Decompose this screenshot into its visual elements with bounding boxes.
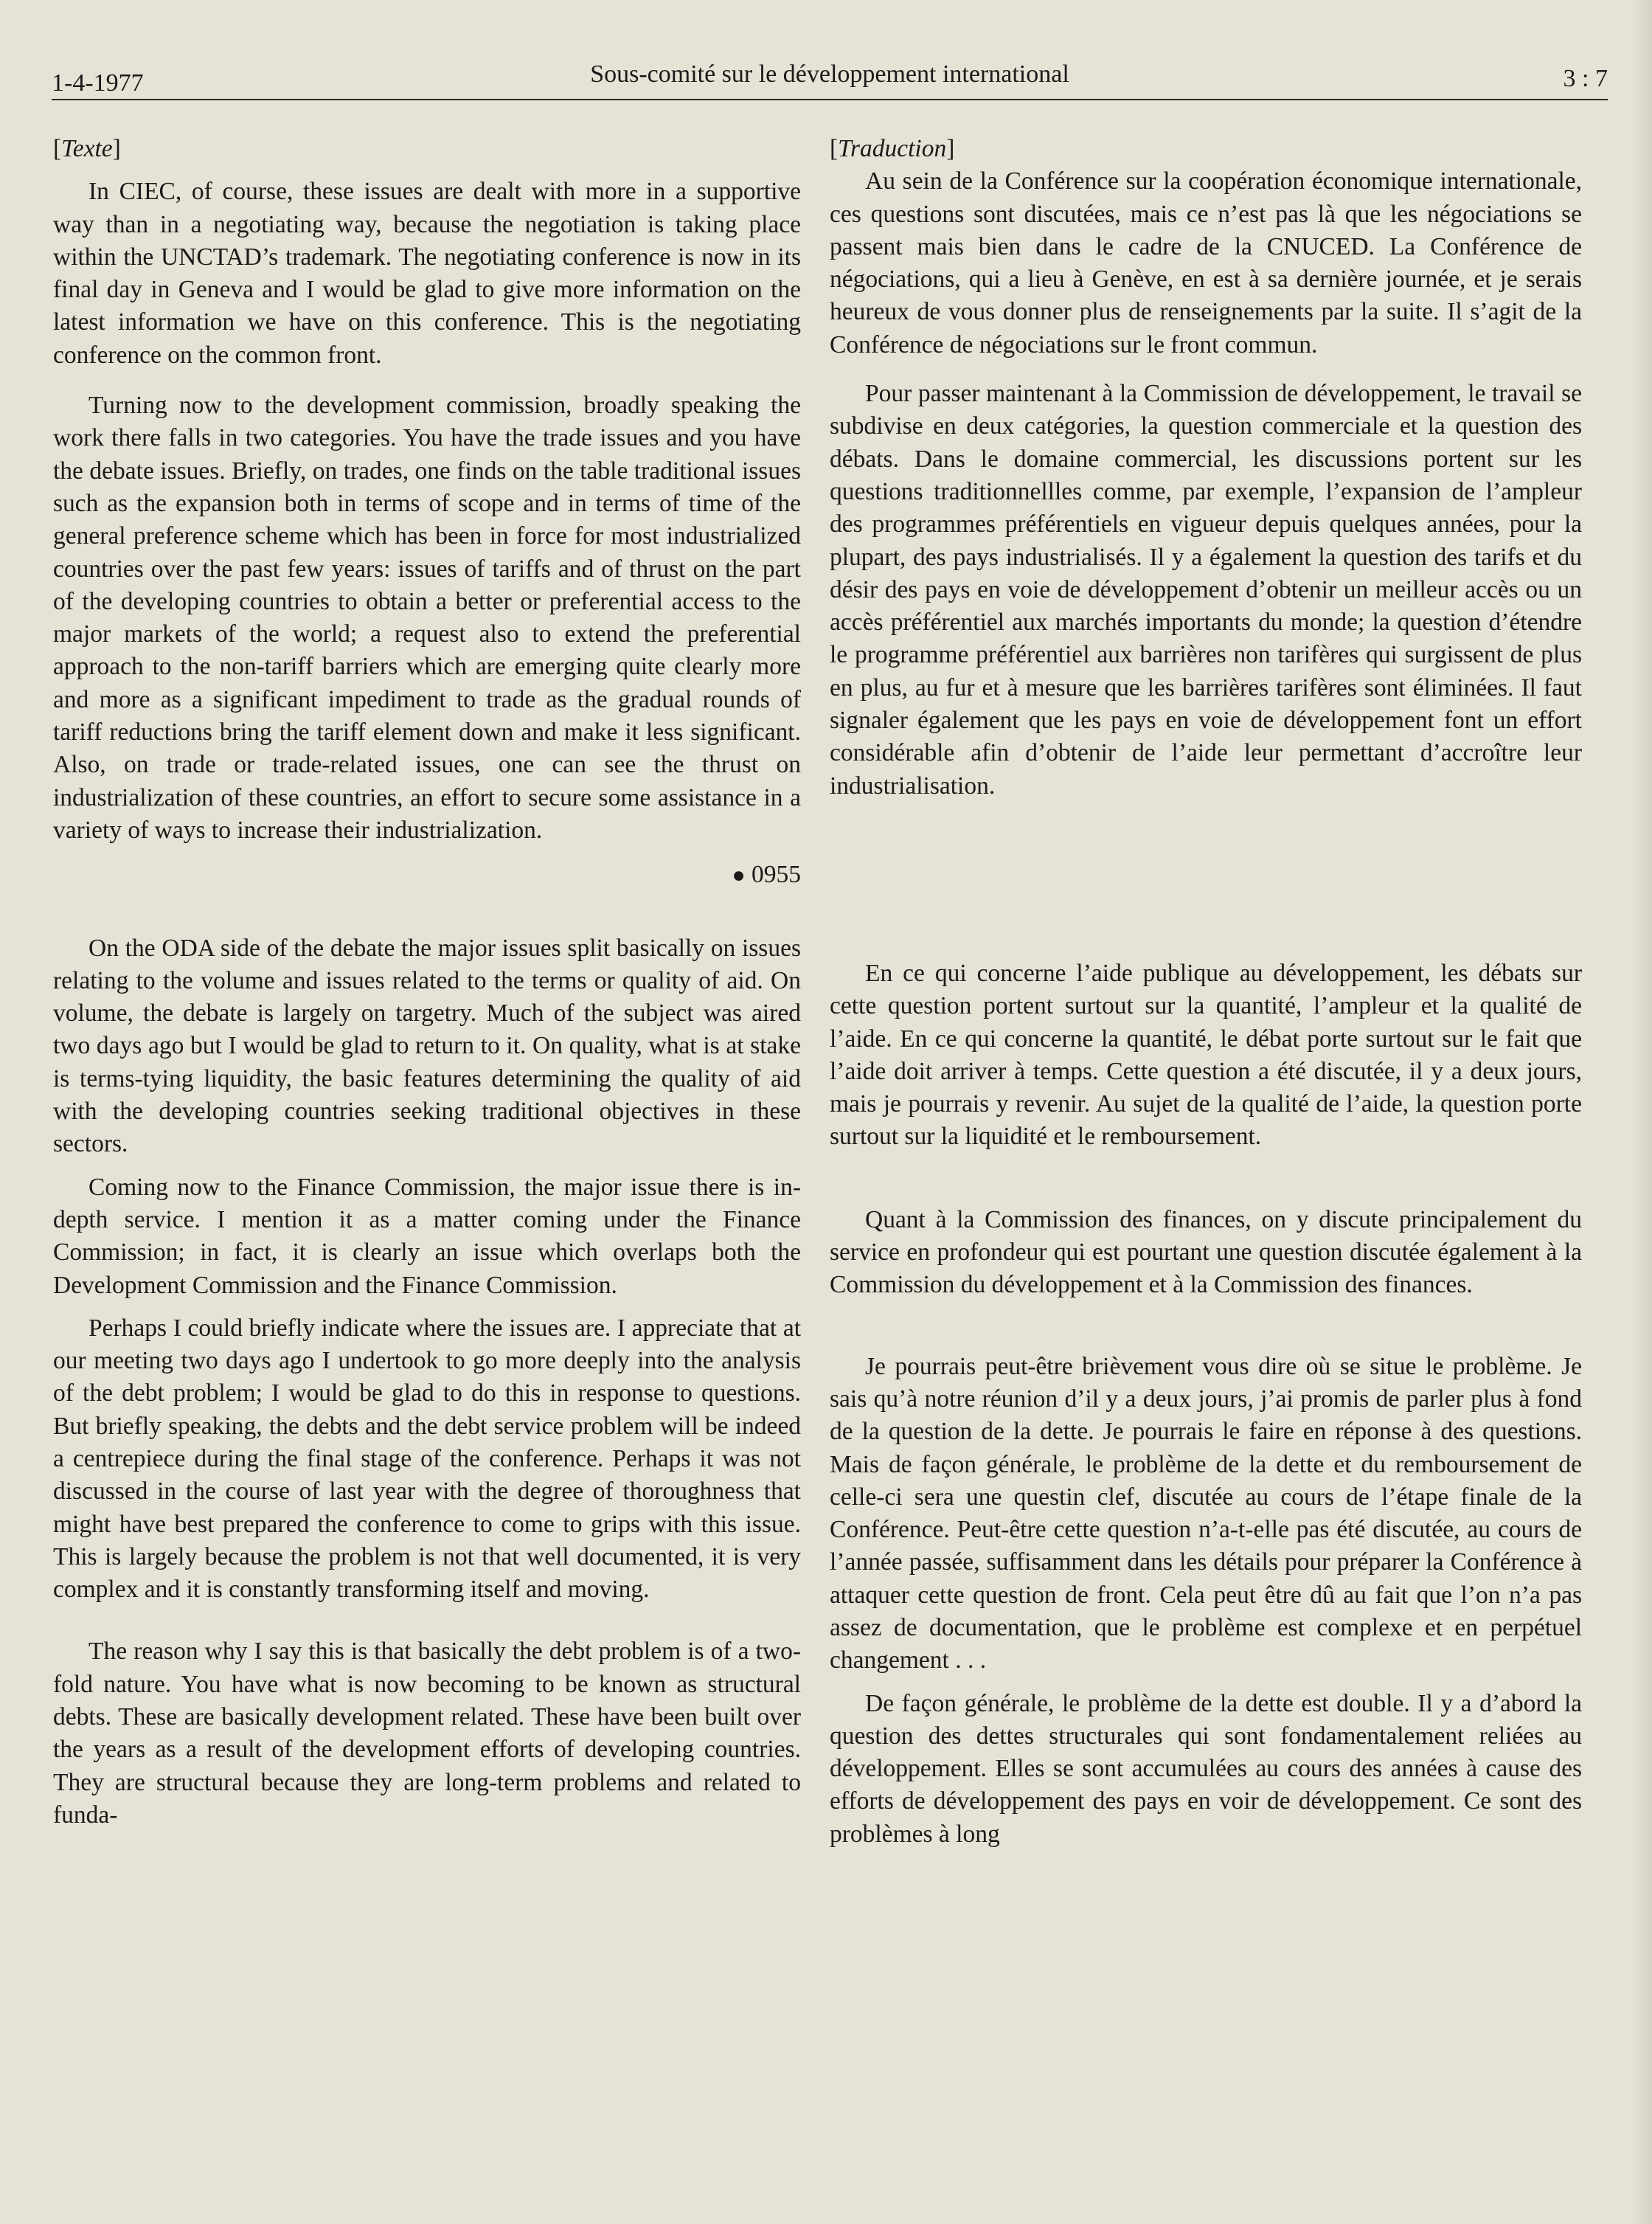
page-header [52, 53, 1608, 100]
header-date: 1-4-1977 [52, 69, 144, 97]
column-label-texte: [Texte] [53, 135, 121, 162]
paragraph: Coming now to the Finance Commission, the major issue there is in-depth service. I mention it as a matter coming under the Finance Commission; in fact, it is clearly an issue which overlaps both the Development Commission and the Finance Commission. [53, 1173, 801, 1299]
french-column [830, 133, 1582, 1851]
time-marker [53, 859, 801, 892]
paragraph: De façon générale, le problème de la dette est double. Il y a d’abord la question des dettes structurales qui sont fondamentalement reliées au développement. Elles se sont accumulées au cours des années à cause des efforts de développement des pays en voir de développement. Ce sont des problèmes à long [830, 1689, 1582, 1848]
paragraph: Perhaps I could briefly indicate where the issues are. I appreciate that at our meeting two days ago I undertook to go more deeply into the analysis of the debt problem; I would be glad to do this in response to questions. But briefly speaking, the debts and the debt service problem will be indeed a centrepiece during the final stage of the conference. Perhaps it was not discussed in the course of last year with the degree of thoroughness that might have best prepared the conference to come to grips with this issue. This is largely because the problem is not that well documented, it is very complex and it is constantly transforming itself and moving. [53, 1314, 801, 1604]
paragraph: Quant à la Commission des finances, on y discute principalement du service en profondeur qui est pourtant une question discutée également à la Commission du développement et à la Commission des finances. [830, 1205, 1582, 1299]
paragraph: En ce qui concerne l’aide publique au développement, les débats sur cette question portent surtout sur la quantité, l’ampleur et la qualité de l’aide. En ce qui concerne la quantité, le débat porte surtout sur le fait que l’aide doit arriver à temps. Cette question a été discutée, il y a deux jours, mais je pourrais y revenir. Au sujet de la qualité de l’aide, la question porte surtout sur la liquidité et le remboursement. [830, 959, 1582, 1151]
paragraph: Je pourrais peut-être brièvement vous dire où se situe le problème. Je sais qu’à notre réunion d’il y a deux jours, j’ai promis de parler plus à fond de la question de la dette. Je pourrais le faire en réponse à des questions. Mais de façon générale, le problème de la dette et du remboursement de celle-ci sera une questin clef, discutée au cours de l’étape finale de la Conférence. Peut-être cette question n’a-t-elle pas été discutée, au cours de l’année passée, suffisamment dans les détails pour préparer la Conférence à attaquer cette question de front. Cela peut être dû au fait que l’on n’a pas assez de documentation, que le problème est complexe et en perpétuel changement . . . [830, 1352, 1582, 1674]
paragraph: On the ODA side of the debate the major issues split basically on issues relating to the volume and issues related to the terms or quality of aid. On volume, the debate is largely on targetry. Much of the subject was aired two days ago but I would be glad to return to it. On quality, what is at stake is terms-tying liquidity, the basic features determining the quality of aid with the developing countries seeking traditional objectives in these sectors. [53, 934, 801, 1158]
page-edge-shadow [1633, 0, 1652, 2224]
header-title: Sous-comité sur le développement international [590, 60, 1069, 88]
english-column [53, 133, 801, 1832]
time-marker-value: 0955 [752, 861, 801, 889]
column-label-traduction: [Traduction] [830, 135, 955, 162]
paragraph: Turning now to the development commission, broadly speaking the work there falls in two categories. You have the trade issues and you have the debate issues. Briefly, on trades, one finds on the table traditional issues such as the expansion both in terms of scope and in terms of time of the general preference scheme which has been in force for most industrialized countries over the past few years: issues of tariffs and of thrust on the part of the developing countries to obtain a better or preferential access to the major markets of the world; a request also to extend the preferential approach to the non-tariff barriers which are emerging quite clearly more and more as a significant impediment to trade as the gradual rounds of tariff reductions bring the tariff element down and make it less significant. Also, on trade or trade-related issues, one can see the thrust on industrialization of these countries, an effort to secure some assistance in a variety of ways to increase their industrialization. [53, 392, 801, 844]
paragraph: The reason why I say this is that basically the debt problem is of a two-fold nature. You have what is now becoming to be known as structural debts. These are basically development related. These have been built over the years as a result of the development efforts of developing countries. They are structural because they are long-term problems and related to funda- [53, 1638, 801, 1829]
paragraph: Au sein de la Conférence sur la coopération économique internationale, ces questions sont discutées, mais ce n’est pas là que les négociations se passent mais bien dans le cadre de la CNUCED. La Conférence de négociations, qui a lieu à Genève, en est à sa dernière journée, et je serais heureux de vous donner plus de renseignements par la suite. Il s’agit de la Conférence de négociations sur le front commun. [830, 167, 1582, 358]
bullet-icon: ● [732, 863, 746, 888]
paragraph: Pour passer maintenant à la Commission de développement, le travail se subdivise en deux catégories, la question commerciale et la question des débats. Dans le domaine commercial, les discussions portent sur les questions traditionnellles comme, par exemple, l’expansion de l’ampleur des programmes préférentiels en vigueur depuis quelques années, pour la plupart, des pays industrialisés. Il y a également la question des tarifs et du désir des pays en voie de développement d’obtenir un meilleur accès ou un accès préférentiel aux marchés importants du monde; la question d’étendre le programme préférentiel aux barrières non tarifères qui surgissent de plus en plus, au fur et à mesure que les barrières tarifères sont éliminées. Il faut signaler également que les pays en voie de développement font un effort considérable afin d’obtenir de l’aide leur permettant d’accroître leur industrialisation. [830, 380, 1582, 800]
paragraph: In CIEC, of course, these issues are dealt with more in a supportive way than in a negotiating way, because the negotiation is taking place within the UNCTAD’s trademark. The negotiating conference is now in its final day in Geneva and I would be glad to give more information on the latest information we have on this conference. This is the negotiating conference on the common front. [53, 178, 801, 369]
header-page-number: 3 : 7 [1563, 65, 1608, 92]
